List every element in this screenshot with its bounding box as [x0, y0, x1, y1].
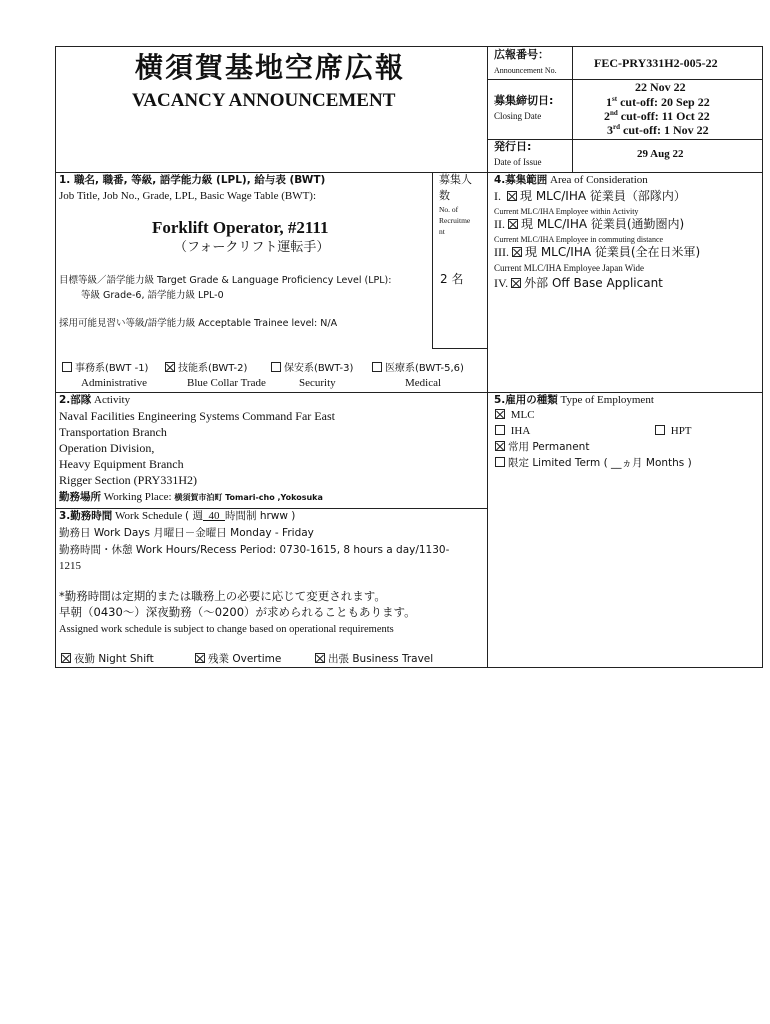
checked-checkbox-icon — [495, 441, 505, 451]
business-travel-option[interactable]: 出張 Business Travel — [315, 653, 433, 666]
divider — [432, 172, 433, 348]
recruit-label-jp: 数 — [439, 189, 450, 202]
activity-line: Transportation Branch — [59, 425, 167, 439]
divider — [55, 392, 763, 393]
divider — [572, 46, 573, 172]
issue-label: 発行日: — [494, 140, 532, 153]
checked-checkbox-icon — [315, 653, 325, 663]
closing-label-en: Closing Date — [494, 111, 542, 121]
cutoff-3: 3rd cut-off: 1 Nov 22 — [607, 123, 709, 137]
title-jp: 横須賀基地空席広報 — [135, 51, 406, 84]
checked-checkbox-icon — [508, 219, 518, 229]
employment-permanent[interactable]: 常用 Permanent — [495, 441, 589, 454]
trainee-label: 採用可能見習い等級/語学能力級 Acceptable Trainee level: N/A — [59, 318, 338, 329]
section3-heading: 3.勤務時間 Work Schedule ( 週 40 時間制 hrww ) — [59, 510, 296, 522]
title-en: VACANCY ANNOUNCEMENT — [132, 90, 396, 111]
bwt-label-security: Security — [299, 377, 336, 389]
checked-checkbox-icon — [495, 409, 505, 419]
schedule-note-jp: 早朝（0430～）深夜勤務（～0200）が求められることもあります。 — [59, 605, 416, 619]
closing-label: 募集締切日: — [494, 94, 554, 107]
announcement-no: FEC-PRY331H2-005-22 — [594, 56, 718, 70]
issue-label-en: Date of Issue — [494, 157, 542, 167]
recruit-label-jp: 募集人 — [439, 173, 472, 186]
employment-iha[interactable]: IHA — [495, 425, 530, 438]
checkbox-icon — [62, 362, 72, 372]
divider — [55, 172, 763, 173]
recruit-count: 2 名 — [440, 272, 464, 286]
checkbox-icon — [655, 425, 665, 435]
bwt-label-medical: Medical — [405, 377, 442, 389]
activity-line: Operation Division, — [59, 441, 155, 455]
bwt-option-admin[interactable]: 事務系(BWT -1) — [62, 362, 148, 375]
working-place: 勤務場所 Working Place: 横須賀市泊町 Tomari-cho ,Yokosuka — [59, 491, 323, 503]
section1-heading: 1. 職名, 職番, 等級, 語学能力級 (LPL), 給与表 (BWT) — [59, 174, 326, 186]
activity-line: Naval Facilities Engineering Systems Command Far East — [59, 409, 335, 423]
section5-heading: 5.雇用の種類 Type of Employment — [494, 394, 654, 406]
closing-date: 22 Nov 22 — [635, 80, 686, 94]
section2-heading: 2.部隊 Activity — [59, 394, 131, 406]
recruit-label-en: nt — [439, 227, 445, 236]
checkbox-icon — [271, 362, 281, 372]
job-title-jp: （フォークリフト運転手） — [174, 240, 330, 255]
section1-heading-en: Job Title, Job No., Grade, LPL, Basic Wage Table (BWT): — [59, 190, 317, 202]
checked-checkbox-icon — [507, 191, 517, 201]
cutoff-1: 1st cut-off: 20 Sep 22 — [606, 95, 710, 109]
area-item-4[interactable]: IV. 外部 Off Base Applicant — [494, 276, 663, 290]
issue-date: 29 Aug 22 — [637, 148, 684, 160]
checked-checkbox-icon — [61, 653, 71, 663]
job-title: Forklift Operator, #2111 — [152, 218, 329, 237]
target-value: 等級 Grade-6, 語学能力級 LPL-0 — [81, 290, 224, 301]
bwt-label-blue-collar: Blue Collar Trade — [187, 377, 266, 389]
checkbox-icon — [495, 425, 505, 435]
area-item-2-sub: Current MLC/IHA Employee in commuting distance — [494, 235, 664, 244]
activity-line: Heavy Equipment Branch — [59, 457, 184, 471]
area-item-3-sub: Current MLC/IHA Employee Japan Wide — [494, 263, 644, 273]
employment-hpt[interactable]: HPT — [655, 425, 692, 438]
checked-checkbox-icon — [511, 278, 521, 288]
work-hours-cont: 1215 — [59, 560, 81, 572]
checked-checkbox-icon — [512, 247, 522, 257]
checked-checkbox-icon — [165, 362, 175, 372]
night-shift-option[interactable]: 夜勤 Night Shift — [61, 653, 154, 666]
checkbox-icon — [495, 457, 505, 467]
activity-line: Rigger Section (PRY331H2) — [59, 473, 197, 487]
cutoff-2: 2nd cut-off: 11 Oct 22 — [604, 109, 710, 123]
divider — [55, 508, 488, 509]
announcement-no-label: 広報番号： — [494, 48, 549, 61]
recruit-label-en: Recruitme — [439, 216, 471, 225]
schedule-note-en: Assigned work schedule is subject to change based on operational requirements — [59, 624, 394, 635]
announcement-no-label-en: Announcement No. — [494, 66, 557, 75]
bwt-option-security[interactable]: 保安系(BWT-3) — [271, 362, 353, 375]
checkbox-icon — [372, 362, 382, 372]
area-item-2[interactable]: II. 現 MLC/IHA 従業員(通勤圏内) — [494, 217, 685, 231]
schedule-note-jp: *勤務時間は定期的または職務上の必要に応じて変更されます。 — [59, 589, 386, 603]
employment-mlc[interactable]: MLC — [495, 409, 535, 422]
bwt-option-medical[interactable]: 医療系(BWT-5,6) — [372, 362, 464, 375]
divider — [487, 79, 763, 80]
area-item-1[interactable]: I. 現 MLC/IHA 従業員（部隊内） — [494, 189, 686, 203]
section4-heading: 4.募集範囲 Area of Consideration — [494, 174, 648, 186]
employment-limited[interactable]: 限定 Limited Term ( __ヵ月 Months ) — [495, 457, 692, 470]
recruit-label-en: No. of — [439, 205, 459, 214]
area-item-3[interactable]: III. 現 MLC/IHA 従業員(全在日米軍) — [494, 245, 701, 259]
work-days: 勤務日 Work Days 月曜日－金曜日 Monday - Friday — [59, 527, 314, 539]
bwt-option-blue-collar[interactable]: 技能系(BWT-2) — [165, 362, 247, 375]
work-hours: 勤務時間・休憩 Work Hours/Recess Period: 0730-1615, 8 hours a day/1130- — [59, 544, 450, 556]
bwt-label-admin: Administrative — [81, 377, 147, 389]
area-item-1-sub: Current MLC/IHA Employee within Activity — [494, 207, 639, 216]
target-label: 目標等級／語学能力級 Target Grade & Language Proficiency Level (LPL): — [59, 275, 392, 286]
overtime-option[interactable]: 残業 Overtime — [195, 653, 281, 666]
divider — [432, 348, 488, 349]
checked-checkbox-icon — [195, 653, 205, 663]
